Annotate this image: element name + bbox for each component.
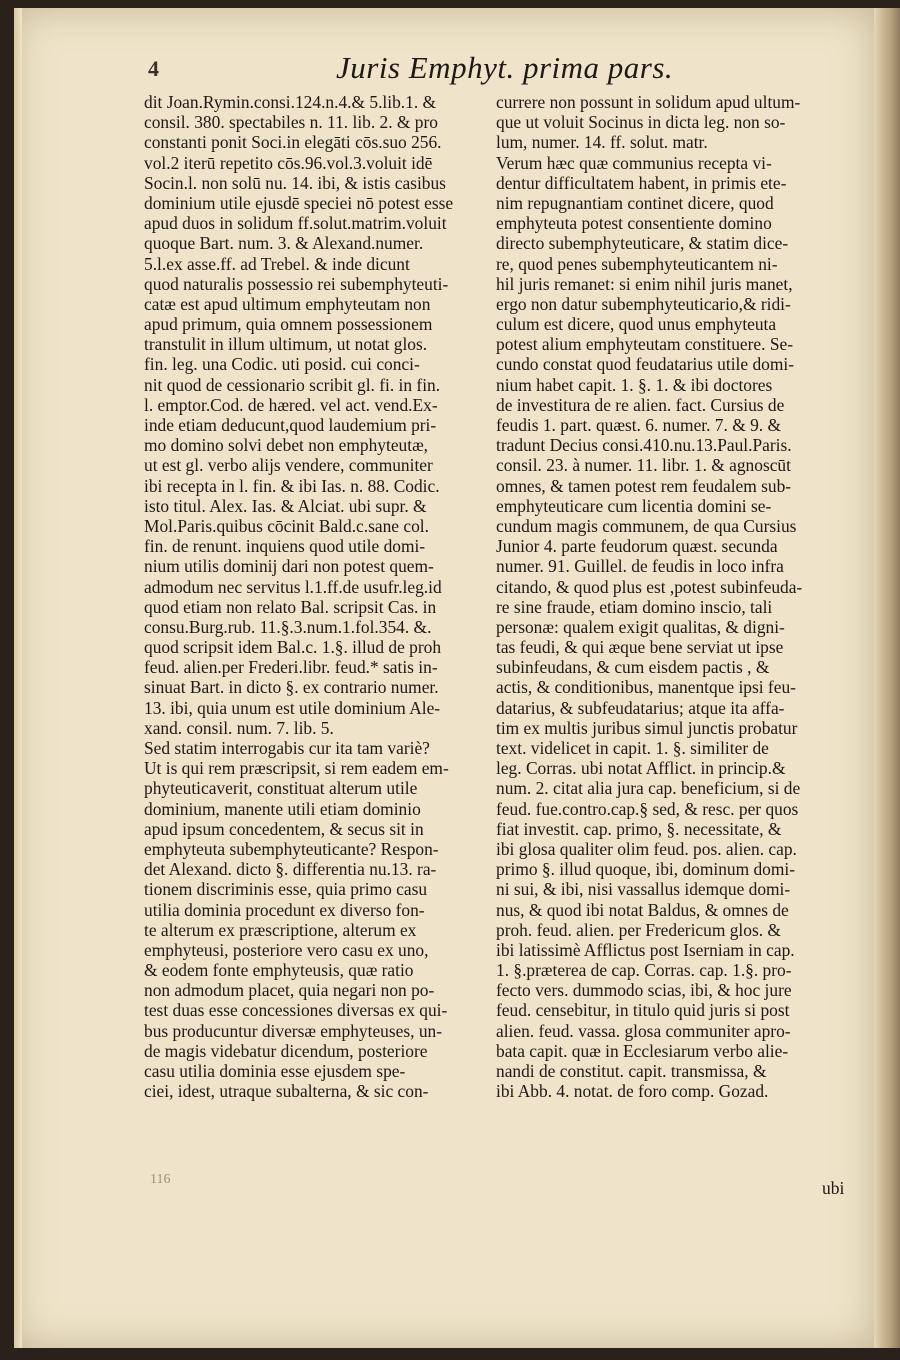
text-line: lum, numer. 14. ff. solut. matr. — [496, 132, 708, 153]
text-line: de magis videbatur dicendum, posteriore — [144, 1040, 428, 1061]
text-line: constanti ponit Soci.in elegāti cōs.suo 256. — [144, 132, 442, 153]
text-line: dentur difficultatem habent, in primis ete- — [496, 172, 787, 193]
text-line: ibi latissimè Afflictus post Iserniam in cap. — [496, 939, 795, 960]
text-line: emphyteuta potest consentiente domino — [496, 213, 772, 234]
text-line: admodum nec servitus l.1.ff.de usufr.leg.id — [144, 576, 442, 597]
page-corner-mark: 4 — [148, 56, 159, 81]
text-line: ibi recepta in l. fin. & ibi Ias. n. 88. Codic. — [144, 475, 440, 496]
text-line: nium habet capit. 1. §. 1. & ibi doctores — [496, 374, 773, 395]
text-line: alien. feud. vassa. glosa communiter apro- — [496, 1020, 791, 1041]
text-line: tas feudi, & qui æque bene serviat ut ipse — [496, 637, 784, 658]
text-line: bus producuntur diversæ emphyteuses, un- — [144, 1020, 443, 1041]
text-line: cundum magis communem, de qua Cursius — [496, 515, 797, 536]
text-line: quod naturalis possessio rei subemphyteuti- — [144, 273, 449, 294]
text-line: nit quod de cessionario scribit gl. fi. in fin. — [144, 374, 441, 395]
text-line: Junior 4. parte feudorum quæst. secunda — [496, 536, 778, 557]
text-line: det Alexand. dicto §. differentia nu.13. ra- — [144, 859, 437, 880]
text-line: 5.l.ex asse.ff. ad Trebel. & inde dicunt — [144, 253, 410, 274]
text-line: tionem discriminis esse, quia primo casu — [144, 879, 428, 900]
text-line: currere non possunt in solidum apud ultum- — [496, 92, 801, 112]
text-line: apud ipsum concedentem, & secus sit in — [144, 818, 424, 839]
text-line: feud. fue.contro.cap.§ sed, & resc. per quos — [496, 798, 799, 819]
left-text-column — [144, 92, 494, 1101]
text-line: sinuat Bart. in dicto §. ex contrario numer. — [144, 677, 439, 698]
text-line: cundo constat quod feudatarius utile domi- — [496, 354, 794, 375]
text-line: omnes, & tamen potest rem feudalem sub- — [496, 475, 792, 496]
text-line: te alterum ex præscriptione, alterum ex — [144, 919, 417, 940]
right-text-column — [496, 92, 846, 1101]
text-line: ut est gl. verbo alijs vendere, communiter — [144, 455, 433, 476]
text-line: transtulit in illum ultimum, ut notat glos. — [144, 334, 428, 355]
page-gutter — [14, 8, 22, 1348]
text-line: & eodem fonte emphyteusis, quæ ratio — [144, 960, 414, 981]
text-line: apud duos in solidum ff.solut.matrim.voluit — [144, 213, 447, 234]
text-line: test duas esse concessiones diversas ex qui- — [144, 1000, 448, 1021]
text-line: directo subemphyteuticare, & statim dice- — [496, 233, 789, 254]
text-line: actis, & conditionibus, manentque ipsi feu- — [496, 677, 796, 698]
text-line: mo domino solvi debet non emphyteutæ, — [144, 435, 429, 456]
text-line: quod scripsit idem Bal.c. 1.§. illud de proh — [144, 637, 442, 658]
text-line: ibi glosa qualiter olim feud. pos. alien. cap. — [496, 838, 797, 859]
text-line: Ut is qui rem præscripsit, si rem eadem em- — [144, 758, 449, 779]
text-line: utilia dominia procedunt ex diverso fon- — [144, 899, 425, 920]
text-line: catæ est apud ultimum emphyteutam non — [144, 293, 431, 314]
text-line: Mol.Paris.quibus cōcinit Bald.c.sane col. — [144, 515, 429, 536]
text-line: apud primum, quia omnem possessionem — [144, 314, 433, 335]
text-line: nus, & quod ibi notat Baldus, & omnes de — [496, 899, 789, 920]
running-head: Juris Emphyt. prima pars. — [336, 50, 674, 85]
text-line: fin. de renunt. inquiens quod utile domi- — [144, 536, 426, 557]
text-line: quoque Bart. num. 3. & Alexand.numer. — [144, 233, 424, 254]
text-line: dit Joan.Rymin.consi.124.n.4.& 5.lib.1. & — [144, 92, 437, 112]
text-line: text. videlicet in capit. 1. §. similiter de — [496, 738, 769, 758]
text-line: emphyteuticare cum licentia domini se- — [496, 495, 772, 516]
text-line: emphyteusi, posteriore vero casu ex uno, — [144, 939, 429, 960]
text-line: nandi de constitut. capit. transmissa, & — [496, 1061, 767, 1081]
page-edge-stack — [874, 8, 900, 1348]
text-line: ibi Abb. 4. notat. de foro comp. Gozad. — [496, 1081, 769, 1102]
text-line: fecto vers. dummodo scias, ibi, & hoc jure — [496, 980, 792, 1001]
catchword: ubi — [822, 1178, 845, 1198]
text-line: potest alium emphyteutam constituere. Se- — [496, 334, 794, 355]
text-line: bata capit. quæ in Ecclesiarum verbo alie- — [496, 1040, 789, 1061]
text-line: numer. 91. Guillel. de feudis in loco infra — [496, 556, 784, 577]
text-line: fin. leg. una Codic. uti posid. cui conci- — [144, 354, 420, 375]
text-line: Sed statim interrogabis cur ita tam variè? — [144, 738, 430, 758]
text-line: re sine fraude, etiam domino inscio, tali — [496, 596, 773, 617]
text-line: nim repugnantiam continet dicere, quod — [496, 192, 774, 213]
text-line: emphyteuta subemphyteuticante? Respon- — [144, 838, 439, 859]
text-line: Verum hæc quæ communius recepta vi- — [496, 152, 772, 173]
text-line: l. emptor.Cod. de hæred. vel act. vend.Ex- — [144, 394, 438, 415]
text-line: primo §. illud quoque, ibi, dominum domi- — [496, 859, 796, 880]
text-line: leg. Corras. ubi notat Afflict. in princip.& — [496, 758, 786, 779]
text-line: 1. §.præterea de cap. Corras. cap. 1.§. pro- — [496, 960, 792, 981]
text-line: datarius, & subfeudatarius; atque ita affa- — [496, 697, 785, 718]
text-line: non admodum placet, quia negari non po- — [144, 980, 435, 1001]
text-line: vol.2 iterū repetito cōs.96.vol.3.voluit idē — [144, 152, 433, 173]
text-line: dominium, manente utili etiam dominio — [144, 798, 421, 819]
text-line: consil. 380. spectabiles n. 11. lib. 2. & pro — [144, 112, 438, 133]
text-line: de investitura de re alien. fact. Cursius de — [496, 394, 785, 415]
text-line: subinfeudans, & cum eisdem pactis , & — [496, 657, 770, 678]
text-line: citando, & quod plus est ,potest subinfeuda- — [496, 576, 803, 597]
text-line: proh. feud. alien. per Fredericum glos. & — [496, 919, 781, 940]
text-line: feudis 1. part. quæst. 6. numer. 7. & 9. & — [496, 415, 781, 435]
text-line: isto titul. Alex. Ias. & Alciat. ubi supr. & — [144, 495, 427, 516]
sheet-mark: 116 — [150, 1172, 171, 1187]
text-line: dominium utile ejusdē speciei nō potest esse — [144, 192, 454, 213]
text-line: tim ex multis juribus simul junctis probatur — [496, 717, 798, 738]
text-line: phyteuticaverit, constituat alterum utile — [144, 778, 418, 799]
text-line: consil. 23. à numer. 11. libr. 1. & agnoscūt — [496, 455, 791, 476]
text-line: nium utilis dominij dari non potest quem- — [144, 556, 434, 577]
text-line: hil juris remanet: si enim nihil juris manet, — [496, 273, 793, 294]
text-line: Socin.l. non solū nu. 14. ibi, & istis casibus — [144, 172, 446, 193]
text-line: ergo non datur subemphyteuticario,& ridi- — [496, 293, 791, 314]
text-line: consu.Burg.rub. 11.§.3.num.1.fol.354. &. — [144, 616, 432, 637]
text-line: casu utilia dominia esse ejusdem spe- — [144, 1061, 406, 1081]
text-line: feud. censebitur, in titulo quid juris si post — [496, 1000, 790, 1021]
text-line: personæ: qualem exigit qualitas, & digni- — [496, 616, 785, 637]
text-line: culum est dicere, quod unus emphyteuta — [496, 314, 777, 335]
text-line: ni sui, & ibi, nisi vassallus idemque domi- — [496, 879, 791, 900]
text-line: re, quod penes subemphyteuticantem ni- — [496, 253, 778, 274]
text-line: ciei, idest, utraque subalterna, & sic con- — [144, 1081, 429, 1102]
text-line: feud. alien.per Frederi.libr. feud.* satis in- — [144, 657, 438, 678]
text-line: xand. consil. num. 7. lib. 5. — [144, 717, 334, 738]
text-line: fiat investit. cap. primo, §. necessitate, & — [496, 818, 782, 839]
text-line: num. 2. citat alia jura cap. beneficium, si de — [496, 778, 801, 799]
text-line: tradunt Decius consi.410.nu.13.Paul.Paris. — [496, 435, 792, 456]
text-line: 13. ibi, quia unum est utile dominium Ale- — [144, 697, 441, 718]
text-line: que ut voluit Socinus in dicta leg. non so- — [496, 112, 786, 133]
text-line: quod etiam non relato Bal. scripsit Cas. in — [144, 596, 437, 617]
text-line: inde etiam deducunt,quod laudemium pri- — [144, 415, 437, 435]
